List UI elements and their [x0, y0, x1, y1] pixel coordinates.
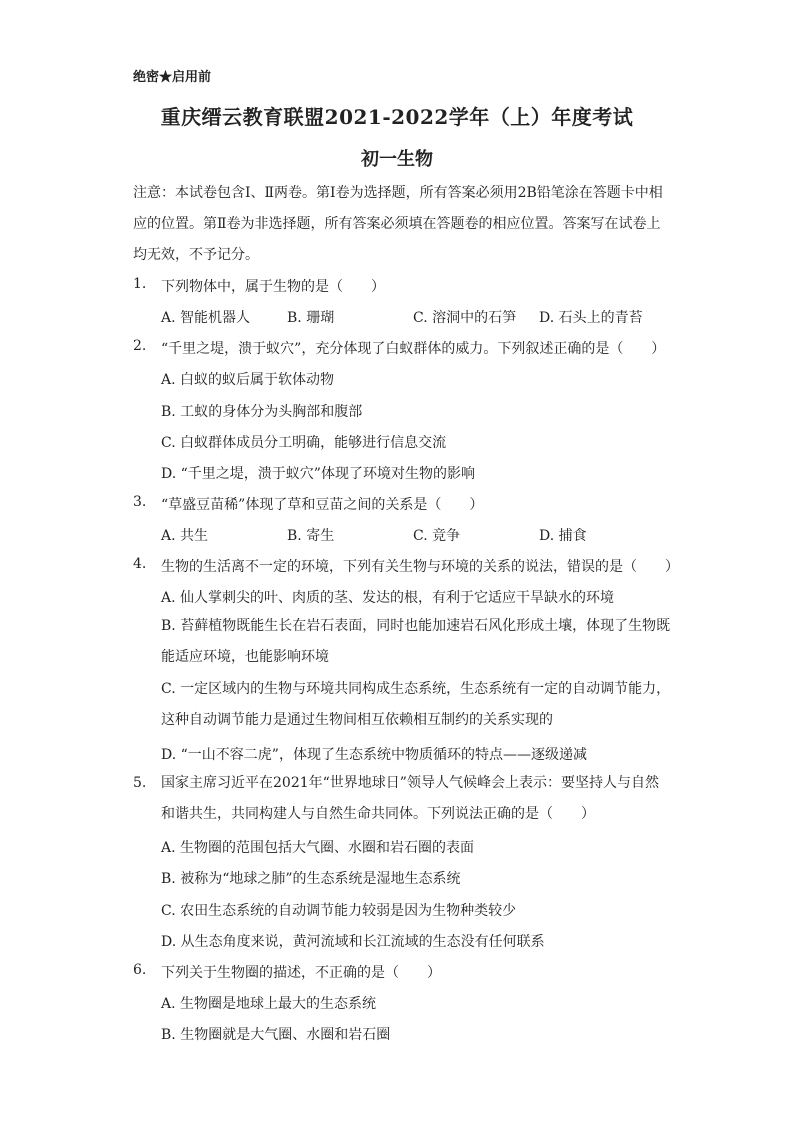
question-text: 生物的生活离不一定的环境，下列有关生物与环境的关系的说法，错误的是（ ） [161, 559, 679, 575]
option-b: B. 珊瑚 [287, 310, 335, 326]
option-c: C. 农田生态系统的自动调节能力较弱是因为生物种类较少 [161, 903, 517, 919]
option-d: D. 从生态角度来说，黄河流域和长江流域的生态没有任何联系 [161, 934, 545, 950]
exam-title: 重庆缙云教育联盟2021-2022学年（上）年度考试 [160, 105, 634, 129]
question-number: 4. [133, 556, 147, 572]
option-a: A. 生物圈的范围包括大气圈、水圈和岩石圈的表面 [161, 840, 475, 856]
option-d: D. “千里之堤，溃于蚁穴”体现了环境对生物的影响 [161, 466, 475, 482]
option-b: B. 苔藓植物既能生长在岩石表面，同时也能加速岩石风化形成土壤，体现了生物既能适应环境，也能影响环境 [161, 618, 671, 665]
question-number: 1. [133, 276, 147, 292]
question-number: 5. [133, 775, 147, 791]
option-a: A. 共生 [161, 528, 209, 544]
question-number: 6. [133, 962, 147, 978]
exam-subject: 初一生物 [361, 149, 433, 170]
option-b: B. 寄生 [287, 528, 335, 544]
option-c: C. 竞争 [413, 528, 461, 544]
exam-notice: 注意：本试卷包含Ⅰ、Ⅱ两卷。第Ⅰ卷为选择题，所有答案必须用2B铅笔涂在答题卡中相应的位置。第Ⅱ卷为非选择题，所有答案必须填在答题卷的相应位置。答案写在试卷上均无效，不予记分。 [133, 185, 663, 263]
option-a: A. 白蚁的蚁后属于软体动物 [161, 372, 335, 388]
question-text: “千里之堤，溃于蚁穴”，充分体现了白蚁群体的威力。下列叙述正确的是（ ） [161, 341, 666, 357]
question-text: 下列物体中，属于生物的是（ ） [161, 279, 385, 295]
option-b: B. 生物圈就是大气圈、水圈和岩石圈 [161, 1027, 391, 1043]
question-text: “草盛豆苗稀”体现了草和豆苗之间的关系是（ ） [161, 497, 484, 513]
option-d: D. 捕食 [539, 528, 587, 544]
option-b: B. 工蚁的身体分为头胸部和腹部 [161, 404, 363, 420]
option-c: C. 一定区域内的生物与环境共同构成生态系统，生态系统有一定的自动调节能力，这种自动调节能力是通过生物间相互依赖相互制约的关系实现的 [161, 681, 671, 728]
option-c: C. 溶洞中的石笋 [413, 310, 517, 326]
question-text: 下列关于生物圈的描述，不正确的是（ ） [161, 965, 441, 981]
option-a: A. 智能机器人 [161, 310, 251, 326]
option-b: B. 被称为“地球之肺”的生态系统是湿地生态系统 [161, 871, 461, 887]
question-number: 2. [133, 338, 147, 354]
option-a: A. 仙人掌刺尖的叶、肉质的茎、发达的根，有利于它适应干旱缺水的环境 [161, 590, 615, 606]
option-c: C. 白蚁群体成员分工明确，能够进行信息交流 [161, 435, 447, 451]
confidential-mark: 绝密★启用前 [133, 70, 212, 85]
question-text: 国家主席习近平在2021年“世界地球日”领导人气候峰会上表示：要坚持人与自然和谐共生，共同构建人与自然生命共同体。下列说法正确的是（ ） [161, 775, 659, 822]
question-number: 3. [133, 494, 147, 510]
option-d: D. 石头上的青苔 [539, 310, 643, 326]
option-a: A. 生物圈是地球上最大的生态系统 [161, 996, 377, 1012]
option-d: D. “一山不容二虎”，体现了生态系统中物质循环的特点——逐级递减 [161, 747, 587, 763]
